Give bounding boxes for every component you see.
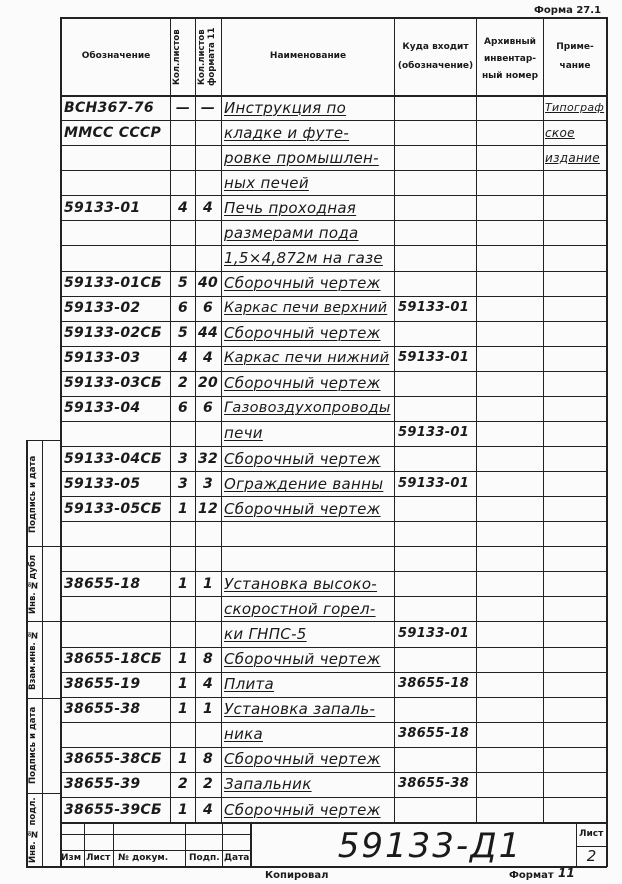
- cell-note: Типограф: [545, 100, 605, 114]
- cell-name: Печь проходная: [224, 198, 357, 217]
- cell-sheets-count: 1: [177, 676, 189, 693]
- cell-note: издание: [545, 150, 600, 165]
- cell-name: Сборочный чертеж: [224, 750, 381, 769]
- cell-sheets-count: 4: [177, 199, 189, 216]
- cell-where-used: 59133-01: [398, 425, 470, 441]
- cell-name: кладке и футе-: [224, 123, 350, 142]
- cell-sheets-count: —: [175, 99, 191, 116]
- tb-list: Лист: [86, 853, 111, 863]
- cell-name: скоростной горел-: [224, 599, 376, 618]
- cell-sheets-a11: 8: [202, 651, 214, 668]
- row-divider: [60, 772, 607, 773]
- tb-doc-num: № докум.: [118, 853, 169, 863]
- cell-name: ника: [224, 725, 264, 744]
- cell-name: печи: [224, 424, 263, 443]
- header-sheets-count: Кол.листов: [172, 29, 182, 85]
- cell-sheets-a11: 4: [202, 676, 214, 693]
- cell-sheets-count: 5: [177, 275, 189, 291]
- cell-designation: 59133-05: [64, 475, 141, 492]
- cell-sheets-count: 3: [177, 450, 189, 467]
- row-divider: [60, 421, 607, 422]
- cell-name: Газовоздухопроводы: [224, 400, 391, 417]
- cell-where-used: 59133-01: [398, 626, 470, 641]
- row-divider: [60, 621, 607, 622]
- cell-name: Сборочный чертеж: [224, 800, 381, 819]
- cell-sheets-a11: 4: [202, 801, 214, 818]
- tb-data: Дата: [224, 853, 250, 863]
- cell-name: Сборочный чертеж: [224, 324, 381, 343]
- cell-name: Каркас печи верхний: [224, 300, 388, 317]
- cell-sheets-count: 6: [177, 300, 189, 317]
- cell-where-used: 59133-01: [398, 300, 470, 316]
- cell-designation: 59133-03: [64, 350, 141, 367]
- cell-sheets-a11: 40: [198, 275, 219, 291]
- cell-name: Установка высоко-: [224, 574, 378, 593]
- cell-sheets-a11: 32: [198, 450, 219, 467]
- cell-sheets-a11: —: [200, 99, 216, 116]
- cell-sheets-a11: 6: [202, 300, 214, 317]
- cell-note: ское: [545, 125, 575, 140]
- tb-podp: Подп.: [189, 853, 220, 863]
- tb-sheet-label: Лист: [579, 829, 604, 839]
- cell-designation: 38655-38: [64, 701, 141, 718]
- stamp-inv-podl: Инв. № подл.: [28, 797, 38, 863]
- footer-format-value: 11: [558, 866, 575, 880]
- cell-name: Сборочный чертеж: [224, 449, 381, 468]
- cell-sheets-count: 4: [177, 350, 189, 367]
- cell-designation: 38655-39: [64, 776, 141, 793]
- cell-designation: ВСН367-76: [64, 99, 154, 116]
- cell-name: ки ГНПС-5: [224, 625, 307, 643]
- row-divider: [60, 672, 607, 673]
- cell-sheets-count: 5: [177, 325, 189, 342]
- header-archive: Архивный инвентар- ный номер: [481, 37, 539, 81]
- header-sheets-a11: Кол.листов формата 11: [197, 27, 217, 87]
- cell-sheets-a11: 8: [202, 751, 214, 768]
- cell-designation: 59133-03СБ: [64, 375, 162, 392]
- cell-designation: 38655-18: [64, 575, 141, 592]
- cell-sheets-a11: 20: [198, 375, 219, 392]
- cell-name: Плита: [224, 675, 275, 694]
- header-where-used: Куда входит (обозначение): [397, 42, 474, 71]
- cell-where-used: 59133-01: [398, 350, 470, 366]
- cell-designation: ММСС СССР: [64, 124, 162, 141]
- cell-name: Запальник: [224, 775, 312, 794]
- cell-sheets-a11: 3: [202, 475, 214, 492]
- cell-sheets-a11: 2: [202, 776, 214, 793]
- tb-sheet-number: 2: [586, 847, 597, 865]
- cell-sheets-count: 6: [177, 400, 189, 417]
- cell-sheets-a11: 12: [198, 500, 219, 517]
- row-divider: [60, 521, 607, 522]
- cell-sheets-count: 2: [177, 375, 189, 392]
- cell-name: ровке промышлен-: [224, 148, 379, 167]
- cell-sheets-count: 1: [177, 651, 189, 668]
- cell-sheets-count: 1: [177, 500, 189, 517]
- cell-name: Ограждение ванны: [224, 474, 384, 493]
- cell-sheets-a11: 1: [202, 701, 214, 718]
- cell-sheets-a11: 4: [202, 199, 214, 216]
- cell-designation: 59133-01СБ: [64, 275, 162, 291]
- header-note: Приме- чание: [556, 42, 594, 71]
- cell-sheets-count: 1: [177, 701, 189, 718]
- cell-name: Сборочный чертеж: [224, 374, 381, 393]
- cell-sheets-count: 3: [177, 475, 189, 492]
- cell-designation: 59133-02СБ: [64, 325, 162, 342]
- cell-name: Каркас печи нижний: [224, 350, 390, 367]
- cell-designation: 59133-04: [64, 400, 141, 417]
- row-divider: [60, 170, 607, 171]
- stamp-vzam-inv: Взам.инв. №: [28, 629, 38, 691]
- cell-name: Сборочный чертеж: [224, 650, 381, 669]
- tb-izm: Изм: [61, 853, 82, 863]
- cell-designation: 38655-39СБ: [64, 801, 162, 818]
- stamp-podpis-data-2: Подпись и дата: [28, 706, 38, 784]
- cell-designation: 59133-05СБ: [64, 500, 162, 517]
- cell-sheets-count: 1: [177, 575, 189, 592]
- cell-sheets-count: 1: [177, 751, 189, 768]
- cell-sheets-a11: 6: [202, 400, 214, 417]
- cell-where-used: 38655-38: [398, 776, 470, 792]
- cell-designation: 59133-02: [64, 300, 141, 317]
- stamp-inv-dubl: Инв. №дубл: [28, 554, 38, 614]
- cell-name: Инструкция по: [224, 98, 347, 117]
- cell-name: Сборочный чертеж: [224, 499, 381, 518]
- cell-sheets-a11: 4: [202, 350, 214, 367]
- cell-sheets-a11: 44: [198, 325, 219, 342]
- cell-name: размерами пода: [224, 223, 359, 242]
- cell-sheets-a11: 1: [202, 575, 214, 592]
- cell-where-used: 59133-01: [398, 475, 470, 491]
- footer-format: Формат: [509, 870, 554, 881]
- cell-name: Установка запаль-: [224, 700, 376, 719]
- row-divider: [60, 722, 607, 723]
- cell-designation: 59133-01: [64, 199, 141, 216]
- header-designation: Обозначение: [81, 51, 151, 61]
- doc-code: 59133-Д1: [337, 826, 523, 866]
- cell-name: ных печей: [224, 173, 309, 192]
- cell-designation: 38655-38СБ: [64, 751, 162, 768]
- header-name: Наименование: [269, 51, 347, 61]
- cell-where-used: 38655-18: [398, 726, 470, 742]
- cell-designation: 38655-18СБ: [64, 651, 162, 668]
- cell-sheets-count: 1: [177, 801, 189, 818]
- cell-sheets-count: 2: [177, 776, 189, 793]
- cell-designation: 59133-04СБ: [64, 450, 162, 467]
- cell-name: Сборочный чертеж: [224, 274, 381, 292]
- cell-designation: 38655-19: [64, 676, 141, 693]
- cell-where-used: 38655-18: [398, 676, 470, 692]
- row-divider: [60, 546, 607, 547]
- cell-name: 1,5×4,872м на газе: [224, 248, 383, 267]
- stamp-podpis-data-1: Подпись и дата: [28, 455, 38, 533]
- form-label: Форма 27.1: [534, 5, 602, 16]
- footer-copied: Копировал: [265, 870, 329, 881]
